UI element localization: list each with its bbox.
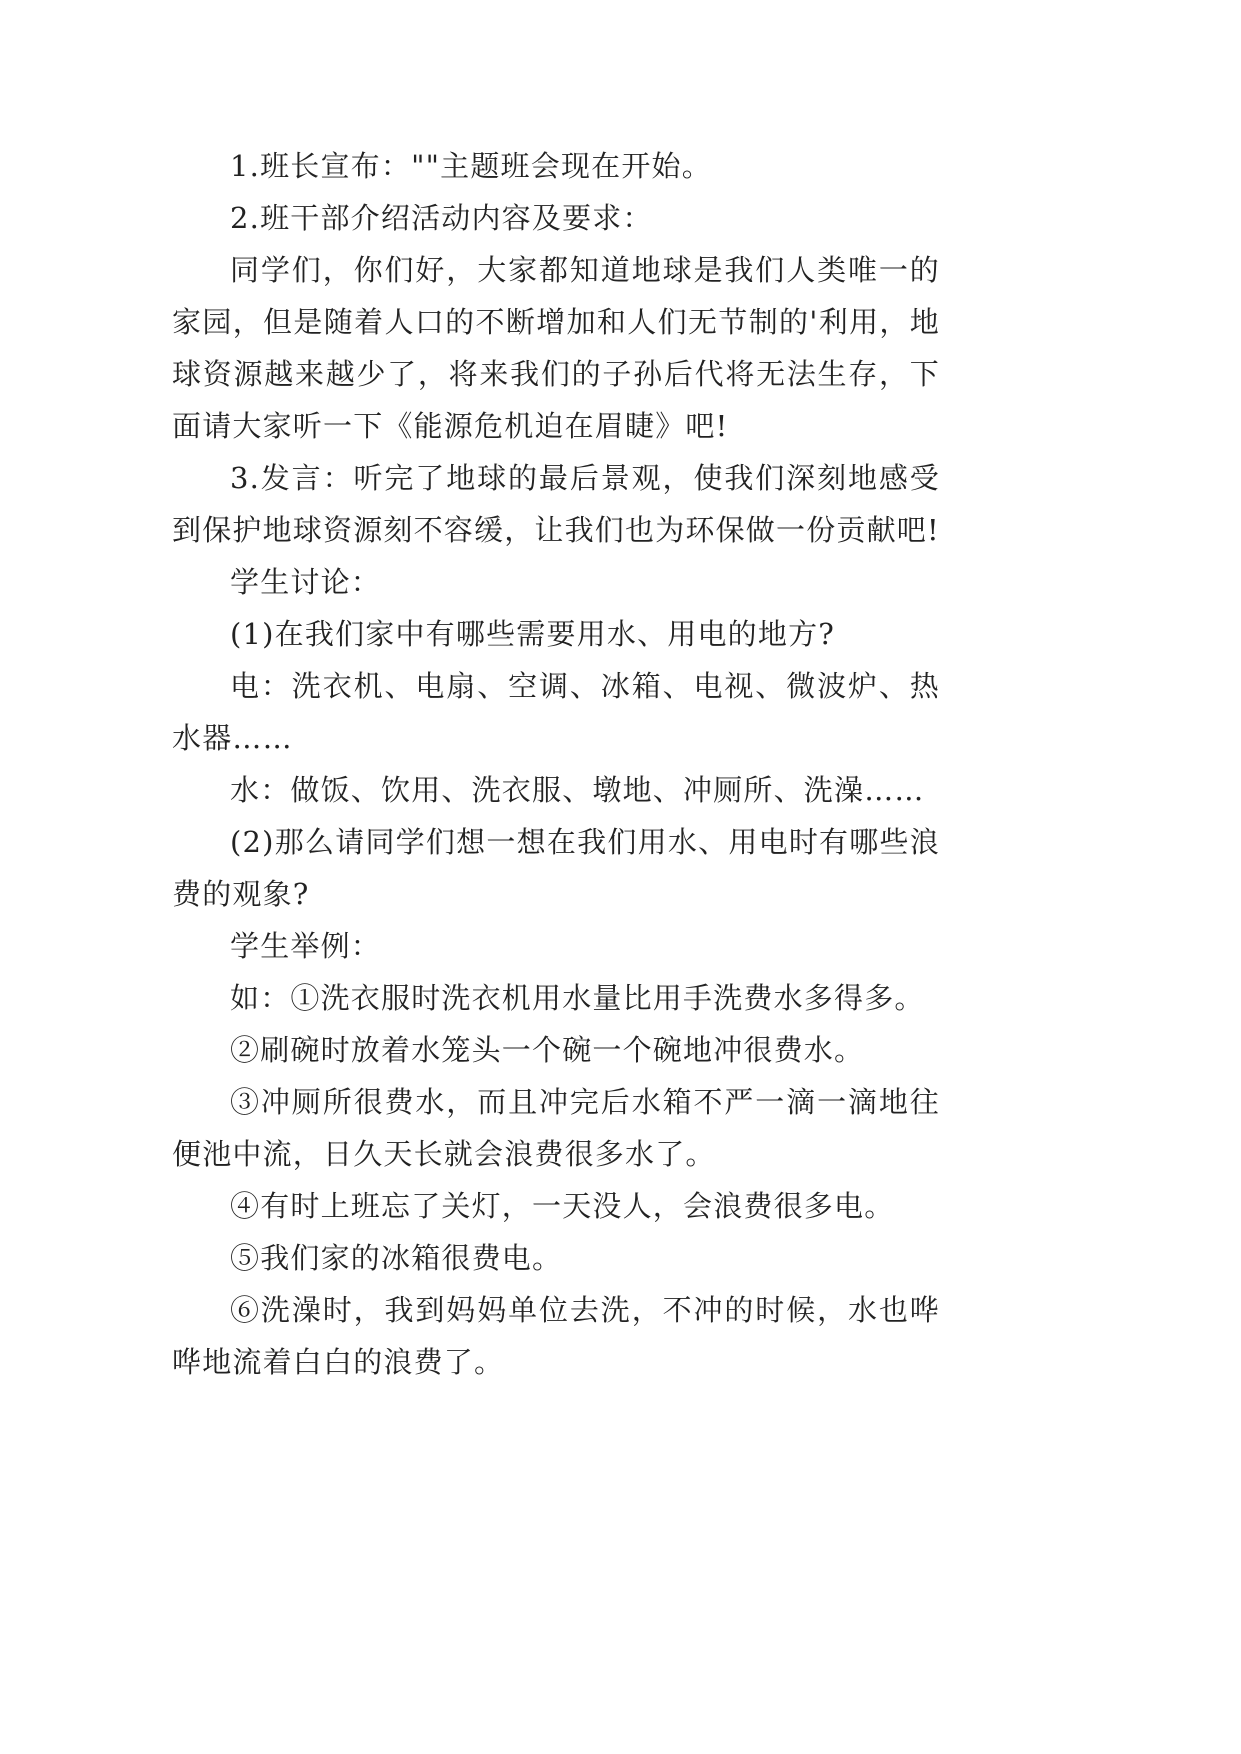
example-2: ②刷碗时放着水笼头一个碗一个碗地冲很费水。 [230,1033,865,1067]
example-1: 如：①洗衣服时洗衣机用水量比用手洗费水多得多。 [230,981,925,1015]
electricity-list: 电：洗衣机、电扇、空调、冰箱、电视、微波炉、热水器…… [172,669,940,755]
greeting-paragraph: 同学们，你们好，大家都知道地球是我们人类唯一的家园，但是随着人口的不断增加和人们无节制的'利用，地球资源越来越少了，将来我们的子孙后代将无法生存，下面请大家听一下《能源危机迫在眉睫》吧! [172,253,940,443]
discussion-heading: 学生讨论： [230,565,382,599]
examples-heading: 学生举例： [230,929,382,963]
example-6: ⑥洗澡时，我到妈妈单位去洗，不冲的时候，水也哗哗地流着白白的浪费了。 [172,1293,940,1379]
example-3: ③冲厕所很费水，而且冲完后水箱不严一滴一滴地往便池中流，日久天长就会浪费很多水了。 [172,1085,940,1171]
example-4: ④有时上班忘了关灯，一天没人，会浪费很多电。 [230,1189,895,1223]
document-body [172,140,940,1388]
example-5: ⑤我们家的冰箱很费电。 [230,1241,563,1275]
activity-intro-paragraph: 2.班干部介绍活动内容及要求： [230,201,653,235]
water-list: 水：做饭、饮用、洗衣服、墩地、冲厕所、洗澡…… [230,773,925,807]
announcement-paragraph: 1.班长宣布：""主题班会现在开始。 [230,149,712,183]
speech-paragraph: 3.发言：听完了地球的最后景观，使我们深刻地感受到保护地球资源刻不容缓，让我们也为环保做一份贡献吧! [172,461,940,547]
question-2: (2)那么请同学们想一想在我们用水、用电时有哪些浪费的观象? [172,825,940,911]
question-1: (1)在我们家中有哪些需要用水、用电的地方? [230,617,836,651]
